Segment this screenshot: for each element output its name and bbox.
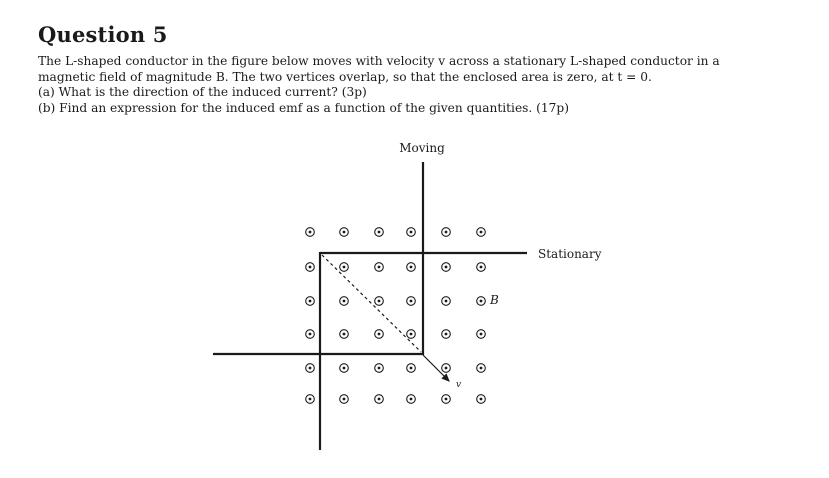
field-dot-icon (477, 297, 486, 306)
field-dot-icon (407, 330, 416, 339)
field-dot-icon (306, 297, 315, 306)
field-dot-icon (340, 228, 349, 237)
field-dot-icon (340, 263, 349, 272)
field-dot-icon (375, 228, 384, 237)
field-dot-icon (375, 297, 384, 306)
field-dot-icon (442, 228, 451, 237)
field-dot-icon (477, 330, 486, 339)
field-dot-icon (407, 228, 416, 237)
field-dot-icon (442, 297, 451, 306)
velocity-label-v: v (456, 380, 462, 390)
field-dot-icon (375, 395, 384, 404)
moving-label: Moving (399, 141, 445, 155)
field-dot-icon (306, 228, 315, 237)
field-dot-icon (306, 364, 315, 373)
field-dot-icon (375, 263, 384, 272)
field-dot-icon (477, 395, 486, 404)
field-dot-icon (340, 297, 349, 306)
field-dot-icon (375, 330, 384, 339)
question-intro-line-1: The L-shaped conductor in the figure below moves with velocity v across a stationary L-shaped conductor in a (38, 54, 720, 68)
field-label-b: B (490, 293, 499, 307)
field-dot-icon (340, 395, 349, 404)
question-part-b: (b) Find an expression for the induced emf as a function of the given quantities. (17p) (38, 100, 569, 115)
field-dot-icon (407, 364, 416, 373)
stationary-label: Stationary (538, 247, 602, 261)
field-dot-icon (306, 263, 315, 272)
field-dot-icon (442, 330, 451, 339)
field-dot-icon (306, 330, 315, 339)
vertex-path-dashed (322, 255, 421, 352)
field-dot-icon (407, 263, 416, 272)
moving-conductor (213, 162, 423, 355)
field-dot-icon (442, 364, 451, 373)
field-dot-icon (442, 395, 451, 404)
field-dot-icon (306, 395, 315, 404)
field-dot-icon (477, 263, 486, 272)
field-dot-icon (407, 395, 416, 404)
field-dot-icon (375, 364, 384, 373)
field-dot-icon (477, 364, 486, 373)
field-dot-icon (340, 364, 349, 373)
field-dot-icon (407, 297, 416, 306)
question-part-a: (a) What is the direction of the induced current? (3p) (38, 85, 367, 100)
question-intro-line-2: magnetic field of magnitude B. The two vertices overlap, so that the enclosed area is zero, at t = 0. (38, 69, 652, 84)
field-dot-icon (442, 263, 451, 272)
field-dot-icon (340, 330, 349, 339)
question-title: Question 5 (38, 22, 168, 47)
field-dot-icon (477, 228, 486, 237)
